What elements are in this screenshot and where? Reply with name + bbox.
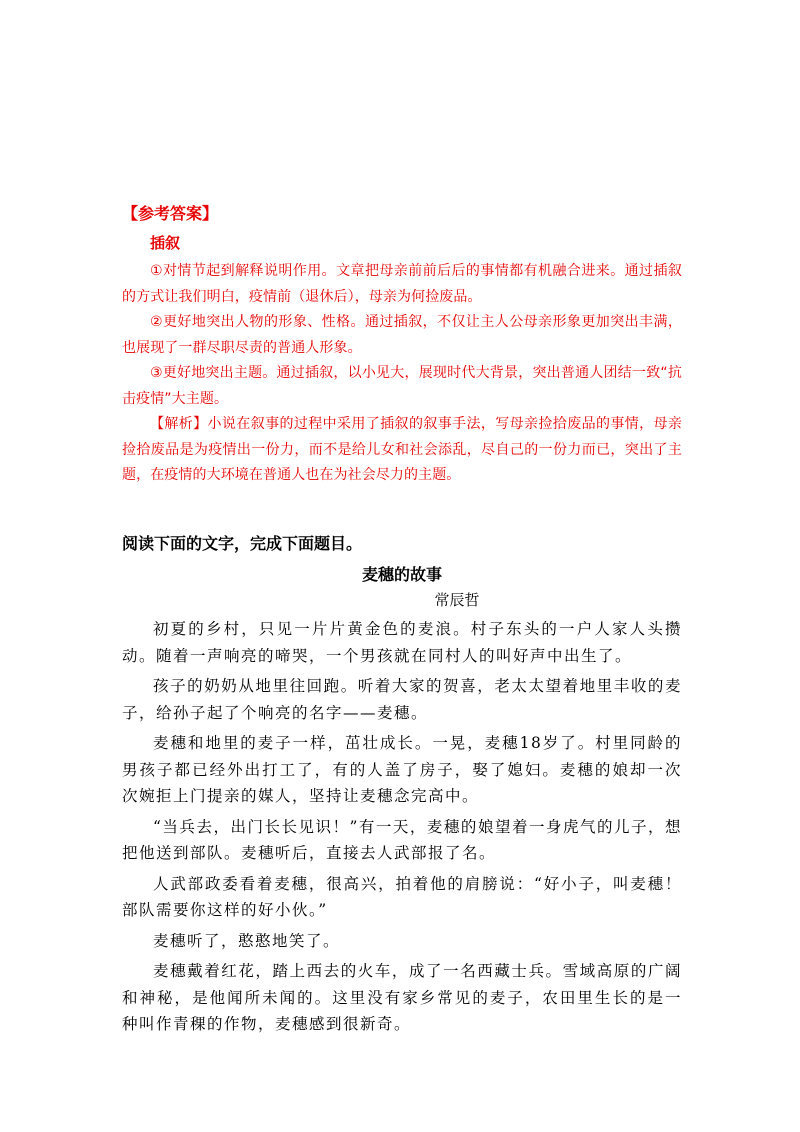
story-title: 麦穗的故事 bbox=[361, 565, 442, 584]
reading-instruction: 阅读下面的文字，完成下面题目。 bbox=[122, 534, 363, 553]
reading-section bbox=[122, 533, 682, 1042]
story-paragraph: 人武部政委看着麦穗，很高兴，拍着他的肩膀说：“好小子，叫麦穗！部队需要你这样的好小伙。” bbox=[122, 874, 682, 919]
answer-point-2: ②更好地突出人物的形象、性格。通过插叙，不仅让主人公母亲形象更加突出丰满，也展现了一群尽职尽责的普通人形象。 bbox=[122, 314, 682, 356]
story-paragraph: 麦穗听了，憨憨地笑了。 bbox=[153, 931, 341, 950]
answer-point-1: ①对情节起到解释说明作用。文章把母亲前前后后的事情都有机融合进来。通过插叙的方式让我们明白，疫情前（退休后），母亲为何捡废品。 bbox=[122, 263, 682, 305]
story-paragraph: 孩子的奶奶从地里往回跑。听着大家的贺喜，老太太望着地里丰收的麦子，给孙子起了个响亮的名字——麦穗。 bbox=[122, 677, 682, 722]
story-paragraph: 麦穗戴着红花，踏上西去的火车，成了一名西藏士兵。雪域高原的广阔和神秘，是他闻所未闻的。这里没有家乡常见的麦子，农田里生长的是一种叫作青稞的作物，麦穗感到很新奇。 bbox=[122, 962, 682, 1033]
story-paragraph: “当兵去，出门长长见识！”有一天，麦穗的娘望着一身虎气的儿子，想把他送到部队。麦穗听后，直接去人武部报了名。 bbox=[122, 817, 682, 862]
answer-subheading: 插叙 bbox=[150, 234, 181, 252]
story-paragraph: 麦穗和地里的麦子一样，茁壮成长。一晃，麦穗18岁了。村里同龄的男孩子都已经外出打工了，有的人盖了房子，娶了媳妇。麦穗的娘却一次次婉拒上门提亲的媒人，坚持让麦穗念完高中。 bbox=[122, 734, 682, 805]
story-author: 常辰哲 bbox=[434, 591, 480, 609]
answer-heading: 【参考答案】 bbox=[122, 204, 219, 223]
answer-analysis: 【解析】小说在叙事的过程中采用了插叙的叙事手法，写母亲捡拾废品的事情，母亲捡拾废品是为疫情出一份力，而不是给儿女和社会添乱，尽自己的一份力而已，突出了主题，在疫情的大环境在普通人也在为社会尽力的主题。 bbox=[122, 416, 682, 483]
story-paragraph: 初夏的乡村，只见一片片黄金色的麦浪。村子东头的一户人家人头攒动。随着一声响亮的啼哭，一个男孩就在同村人的叫好声中出生了。 bbox=[122, 620, 682, 665]
reference-answer-section bbox=[122, 204, 682, 489]
answer-point-3: ③更好地突出主题。通过插叙，以小见大，展现时代大背景，突出普通人团结一致“抗击疫情”大主题。 bbox=[122, 365, 682, 407]
